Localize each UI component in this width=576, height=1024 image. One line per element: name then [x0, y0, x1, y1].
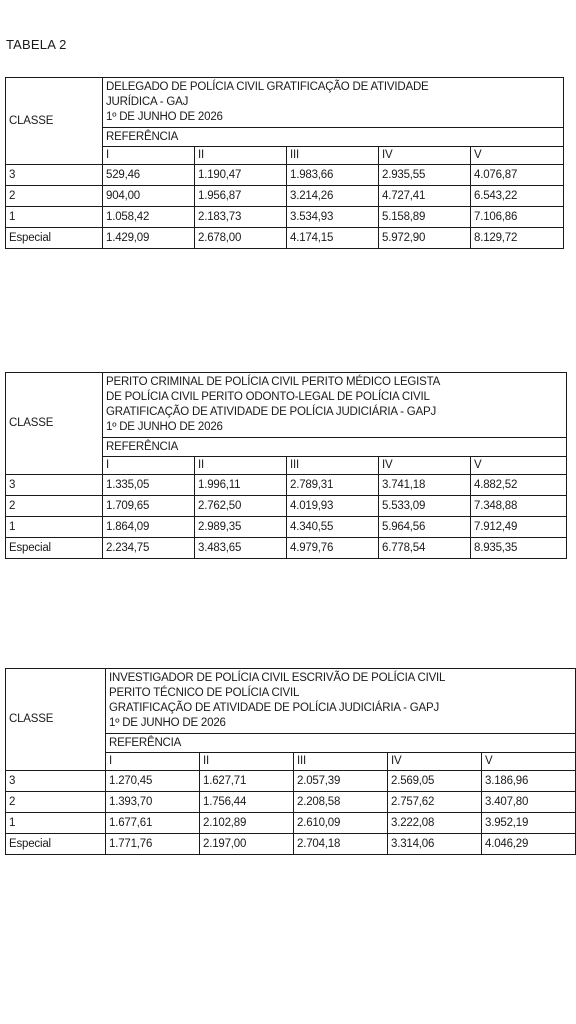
salary-table-delegado — [5, 77, 564, 249]
value-cell: 2.208,58 — [294, 792, 388, 813]
value-cell: 4.019,93 — [287, 496, 379, 517]
value-cell: 3.483,65 — [195, 538, 287, 559]
table-row — [6, 165, 564, 186]
value-cell: 2.183,73 — [195, 207, 287, 228]
value-cell: 1.677,61 — [106, 813, 200, 834]
value-cell: 2.057,39 — [294, 771, 388, 792]
value-cell: 2.102,89 — [200, 813, 294, 834]
value-cell: 1.058,42 — [103, 207, 195, 228]
value-cell: 529,46 — [103, 165, 195, 186]
value-cell: 7.912,49 — [471, 517, 567, 538]
value-cell: 3.222,08 — [388, 813, 482, 834]
value-cell: 2.610,09 — [294, 813, 388, 834]
level-header: III — [287, 457, 379, 475]
value-cell: 8.129,72 — [471, 228, 564, 249]
level-header: III — [294, 753, 388, 771]
value-cell: 2.569,05 — [388, 771, 482, 792]
value-cell: 6.543,22 — [471, 186, 564, 207]
level-header: II — [195, 147, 287, 165]
level-header: II — [195, 457, 287, 475]
value-cell: 1.429,09 — [103, 228, 195, 249]
level-header: V — [471, 147, 564, 165]
value-cell: 2.678,00 — [195, 228, 287, 249]
table-row — [6, 813, 576, 834]
table-description — [103, 373, 567, 438]
table-description — [106, 669, 576, 734]
value-cell: 5.158,89 — [379, 207, 471, 228]
classe-cell: 3 — [6, 475, 103, 496]
value-cell: 3.407,80 — [482, 792, 576, 813]
table-row — [6, 771, 576, 792]
salary-table-perito — [5, 372, 567, 559]
value-cell: 904,00 — [103, 186, 195, 207]
description-line: PERITO CRIMINAL DE POLÍCIA CIVIL PERITO MÉDICO LEGISTA — [106, 376, 441, 388]
level-header: V — [471, 457, 567, 475]
value-cell: 2.757,62 — [388, 792, 482, 813]
value-cell: 1.190,47 — [195, 165, 287, 186]
description-line: GRATIFICAÇÃO DE ATIVIDADE DE POLÍCIA JUDICIÁRIA - GAPJ — [106, 406, 437, 418]
classe-cell: 1 — [6, 813, 106, 834]
salary-table-investigador — [5, 668, 576, 855]
referencia-header: REFERÊNCIA — [103, 438, 567, 457]
value-cell: 8.935,35 — [471, 538, 567, 559]
level-header: III — [287, 147, 379, 165]
value-cell: 1.709,65 — [103, 496, 195, 517]
table-row — [6, 496, 567, 517]
value-cell: 1.996,11 — [195, 475, 287, 496]
value-cell: 1.270,45 — [106, 771, 200, 792]
value-cell: 3.186,96 — [482, 771, 576, 792]
referencia-header: REFERÊNCIA — [103, 128, 564, 147]
value-cell: 1.756,44 — [200, 792, 294, 813]
classe-header: CLASSE — [6, 78, 103, 165]
value-cell: 6.778,54 — [379, 538, 471, 559]
value-cell: 2.762,50 — [195, 496, 287, 517]
value-cell: 3.952,19 — [482, 813, 576, 834]
table-row — [6, 792, 576, 813]
value-cell: 5.972,90 — [379, 228, 471, 249]
level-header: II — [200, 753, 294, 771]
value-cell: 3.534,93 — [287, 207, 379, 228]
level-header: I — [103, 147, 195, 165]
value-cell: 2.234,75 — [103, 538, 195, 559]
value-cell: 1.627,71 — [200, 771, 294, 792]
classe-cell: 3 — [6, 165, 103, 186]
value-cell: 1.956,87 — [195, 186, 287, 207]
level-header: I — [103, 457, 195, 475]
classe-cell: 2 — [6, 792, 106, 813]
value-cell: 3.314,06 — [388, 834, 482, 855]
description-line: PERITO TÉCNICO DE POLÍCIA CIVIL — [109, 687, 300, 699]
value-cell: 4.979,76 — [287, 538, 379, 559]
classe-cell: Especial — [6, 228, 103, 249]
value-cell: 1.393,70 — [106, 792, 200, 813]
description-line: 1º DE JUNHO DE 2026 — [109, 717, 226, 729]
classe-header: CLASSE — [6, 669, 106, 771]
table-row — [6, 517, 567, 538]
description-line: JURÍDICA - GAJ — [106, 96, 189, 108]
value-cell: 4.882,52 — [471, 475, 567, 496]
value-cell: 4.340,55 — [287, 517, 379, 538]
description-line: 1º DE JUNHO DE 2026 — [106, 421, 223, 433]
value-cell: 2.197,00 — [200, 834, 294, 855]
value-cell: 4.046,29 — [482, 834, 576, 855]
level-header: I — [106, 753, 200, 771]
value-cell: 2.989,35 — [195, 517, 287, 538]
classe-cell: 2 — [6, 186, 103, 207]
table-row — [6, 228, 564, 249]
description-line: GRATIFICAÇÃO DE ATIVIDADE DE POLÍCIA JUDICIÁRIA - GAPJ — [109, 702, 440, 714]
classe-cell: 3 — [6, 771, 106, 792]
table-row — [6, 475, 567, 496]
description-line: DELEGADO DE POLÍCIA CIVIL GRATIFICAÇÃO DE ATIVIDADE — [106, 81, 429, 93]
level-header: V — [482, 753, 576, 771]
value-cell: 2.789,31 — [287, 475, 379, 496]
value-cell: 1.983,66 — [287, 165, 379, 186]
description-line: 1º DE JUNHO DE 2026 — [106, 111, 223, 123]
table-row — [6, 538, 567, 559]
description-line: DE POLÍCIA CIVIL PERITO ODONTO-LEGAL DE POLÍCIA CIVIL — [106, 391, 430, 403]
value-cell: 5.533,09 — [379, 496, 471, 517]
value-cell: 3.214,26 — [287, 186, 379, 207]
value-cell: 2.935,55 — [379, 165, 471, 186]
value-cell: 4.076,87 — [471, 165, 564, 186]
value-cell: 3.741,18 — [379, 475, 471, 496]
table-description — [103, 78, 564, 128]
value-cell: 7.106,86 — [471, 207, 564, 228]
value-cell: 4.727,41 — [379, 186, 471, 207]
value-cell: 1.864,09 — [103, 517, 195, 538]
classe-cell: 2 — [6, 496, 103, 517]
value-cell: 4.174,15 — [287, 228, 379, 249]
classe-cell: 1 — [6, 207, 103, 228]
level-header: IV — [388, 753, 482, 771]
value-cell: 7.348,88 — [471, 496, 567, 517]
value-cell: 1.335,05 — [103, 475, 195, 496]
table-row — [6, 186, 564, 207]
classe-cell: Especial — [6, 834, 106, 855]
classe-cell: 1 — [6, 517, 103, 538]
description-line: INVESTIGADOR DE POLÍCIA CIVIL ESCRIVÃO DE POLÍCIA CIVIL — [109, 672, 446, 684]
table-row — [6, 834, 576, 855]
level-header: IV — [379, 147, 471, 165]
value-cell: 2.704,18 — [294, 834, 388, 855]
table-row — [6, 207, 564, 228]
classe-cell: Especial — [6, 538, 103, 559]
page-title: TABELA 2 — [6, 37, 67, 52]
referencia-header: REFERÊNCIA — [106, 734, 576, 753]
value-cell: 5.964,56 — [379, 517, 471, 538]
level-header: IV — [379, 457, 471, 475]
classe-header: CLASSE — [6, 373, 103, 475]
value-cell: 1.771,76 — [106, 834, 200, 855]
